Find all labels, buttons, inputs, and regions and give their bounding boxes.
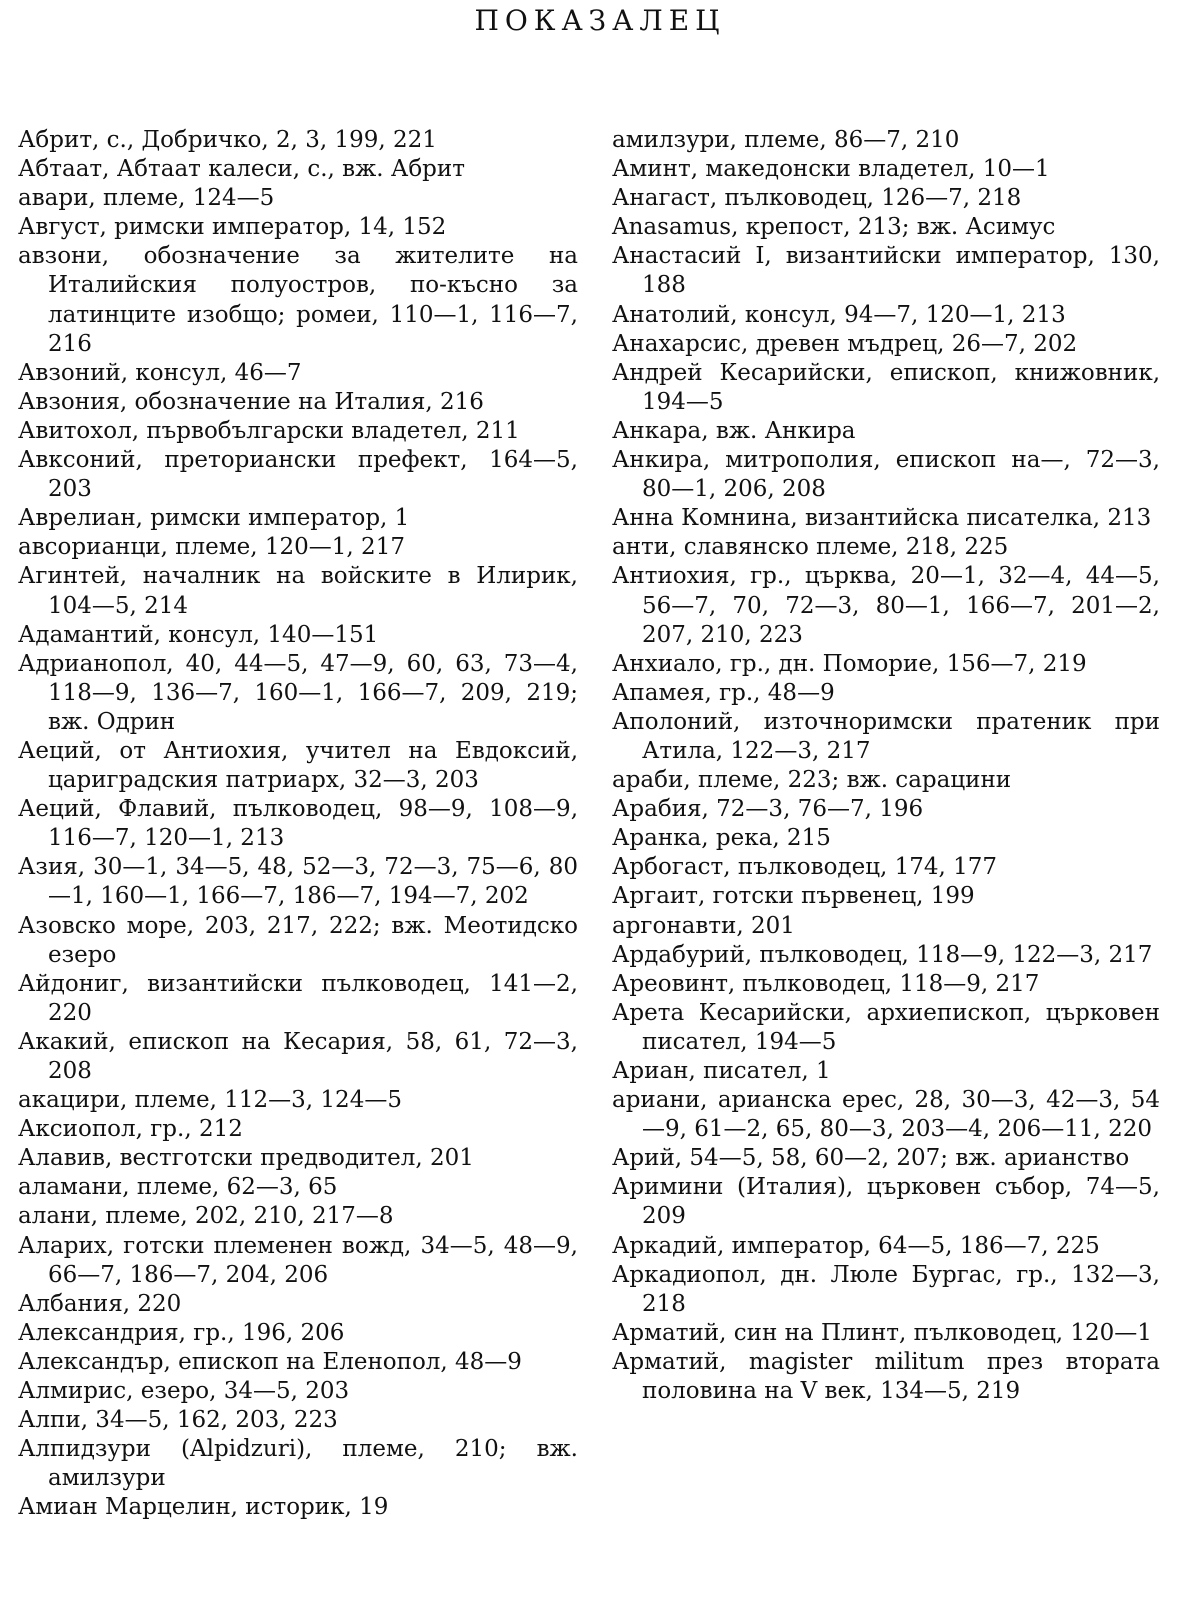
index-entry: Аргаит, готски първенец, 199 [612, 883, 975, 910]
index-entry: Анатолий, консул, 94—7, 120—1, 213 [612, 301, 1066, 328]
index-entry: Анкира, митрополия, епископ на—, 72—3, 80—1, 206, 208 [612, 447, 1160, 503]
index-column-left [18, 126, 578, 1523]
index-entry: акацири, племе, 112—3, 124—5 [18, 1087, 402, 1114]
index-entry: анти, славянско племе, 218, 225 [612, 534, 1009, 561]
page-title: ПОКАЗАЛЕЦ [474, 4, 726, 37]
index-entry: аргонавти, 201 [612, 912, 795, 939]
index-entry: Арабия, 72—3, 76—7, 196 [612, 796, 924, 823]
index-entry: Авзоний, консул, 46—7 [18, 359, 302, 386]
index-entry: Аксиопол, гр., 212 [18, 1116, 243, 1143]
index-entry: Аврелиан, римски император, 1 [18, 505, 410, 532]
index-entry: Алпидзури (Alpidzuri), племе, 210; вж. амилзури [18, 1436, 578, 1492]
index-entry: Адрианопол, 40, 44—5, 47—9, 60, 63, 73—4, 118—9, 136—7, 160—1, 166—7, 209, 219; вж. Одрин [18, 650, 578, 735]
index-entry: Арбогаст, пълководец, 174, 177 [612, 854, 998, 881]
index-entry: Арета Кесарийски, архиепископ, църковен писател, 194—5 [612, 999, 1160, 1055]
index-entry: Аркадиопол, дн. Люле Бургас, гр., 132—3, 218 [612, 1261, 1160, 1317]
index-entry: Александрия, гр., 196, 206 [18, 1319, 345, 1346]
index-entry: Анкара, вж. Анкира [612, 417, 856, 444]
index-entry: Арматий, magister militum през втората половина на V век, 134—5, 219 [612, 1348, 1160, 1405]
index-column-right [612, 126, 1160, 1406]
index-entry: авари, племе, 124—5 [18, 185, 275, 212]
index-entry: авзони, обозначение за жителите на Италийския полуостров, по-късно за латинците изобщо; ромеи, 110—1, 116—7, 216 [18, 243, 578, 357]
index-entry: Анхиало, гр., дн. Поморие, 156—7, 219 [612, 650, 1087, 677]
index-entry: Аркадий, император, 64—5, 186—7, 225 [612, 1232, 1100, 1259]
index-entry: амилзури, племе, 86—7, 210 [612, 127, 960, 153]
index-entry: Айдониг, византийски пълководец, 141—2, 220 [18, 970, 578, 1026]
index-entry: ариани, арианска ерес, 28, 30—3, 42—3, 54—9, 61—2, 65, 80—3, 203—4, 206—11, 220 [612, 1087, 1160, 1143]
index-entry: Август, римски император, 14, 152 [18, 214, 447, 241]
index-entry: алани, племе, 202, 210, 217—8 [18, 1203, 394, 1230]
index-entry: Албания, 220 [18, 1290, 182, 1317]
index-entry: Арий, 54—5, 58, 60—2, 207; вж. арианство [612, 1145, 1130, 1172]
index-entry: Аримини (Италия), църковен събор, 74—5, 209 [612, 1174, 1160, 1230]
index-entry: Анна Комнина, византийска писателка, 213 [612, 505, 1152, 532]
index-entry: Антиохия, гр., църква, 20—1, 32—4, 44—5, 56—7, 70, 72—3, 80—1, 166—7, 201—2, 207, 210, 223 [612, 563, 1160, 648]
index-entry: Ардабурий, пълководец, 118—9, 122—3, 217 [612, 941, 1153, 968]
index-entry: Азовско море, 203, 217, 222; вж. Меотидско езеро [18, 912, 578, 968]
index-entry: Александър, епископ на Еленопол, 48—9 [18, 1348, 522, 1375]
index-entry: Алмирис, езеро, 34—5, 203 [18, 1378, 350, 1405]
index-entry: Алпи, 34—5, 162, 203, 223 [18, 1407, 338, 1434]
index-entry: Абтаат, Абтаат калеси, с., вж. Абрит [18, 156, 465, 183]
index-entry: Аеций, от Антиохия, учител на Евдоксий, цариградския патриарх, 32—3, 203 [18, 737, 578, 794]
index-entry: Авксоний, преториански префект, 164—5, 203 [18, 447, 578, 503]
index-entry: Арматий, син на Плинт, пълководец, 120—1 [612, 1319, 1152, 1346]
index-entry: Азия, 30—1, 34—5, 48, 52—3, 72—3, 75—6, 80—1, 160—1, 166—7, 186—7, 194—7, 202 [18, 854, 578, 910]
index-entry: аламани, племе, 62—3, 65 [18, 1174, 338, 1201]
index-entry: Авитохол, първобългарски владетел, 211 [18, 417, 520, 444]
index-entry: Адамантий, консул, 140—151 [18, 621, 379, 648]
index-entry: Аминт, македонски владетел, 10—1 [612, 156, 1050, 183]
index-entry: Аеций, Флавий, пълководец, 98—9, 108—9, 116—7, 120—1, 213 [18, 796, 578, 852]
index-entry: араби, племе, 223; вж. сарацини [612, 767, 1012, 794]
index-entry: Анахарсис, древен мъдрец, 26—7, 202 [612, 330, 1078, 357]
index-entry: Аранка, река, 215 [612, 825, 831, 852]
index-entry: Алавив, вестготски предводител, 201 [18, 1145, 474, 1172]
index-entry: авсорианци, племе, 120—1, 217 [18, 534, 405, 561]
index-entry: Апамея, гр., 48—9 [612, 679, 835, 706]
index-entry: Андрей Кесарийски, епископ, книжовник, 194—5 [612, 359, 1160, 415]
index-entry: Аполоний, източноримски пратеник при Атила, 122—3, 217 [612, 708, 1160, 764]
index-entry: Абрит, с., Добричко, 2, 3, 199, 221 [18, 127, 437, 153]
index-entry: Анагаст, пълководец, 126—7, 218 [612, 185, 1022, 212]
index-entry: Амиан Марцелин, историк, 19 [18, 1494, 389, 1521]
index-entry: Анастасий I, византийски император, 130, 188 [612, 243, 1160, 299]
index-entry: Акакий, епископ на Кесария, 58, 61, 72—3, 208 [18, 1028, 578, 1084]
index-entry: Авзония, обозначение на Италия, 216 [18, 388, 484, 415]
index-entry: Ариан, писател, 1 [612, 1058, 831, 1084]
index-entry: Агинтей, началник на войските в Илирик, 104—5, 214 [18, 563, 578, 619]
index-entry: Аларих, готски племенен вожд, 34—5, 48—9, 66—7, 186—7, 204, 206 [18, 1232, 578, 1288]
index-entry: Ареовинт, пълководец, 118—9, 217 [612, 970, 1040, 997]
index-entry: Anasamus, крепост, 213; вж. Асимус [612, 214, 1056, 241]
